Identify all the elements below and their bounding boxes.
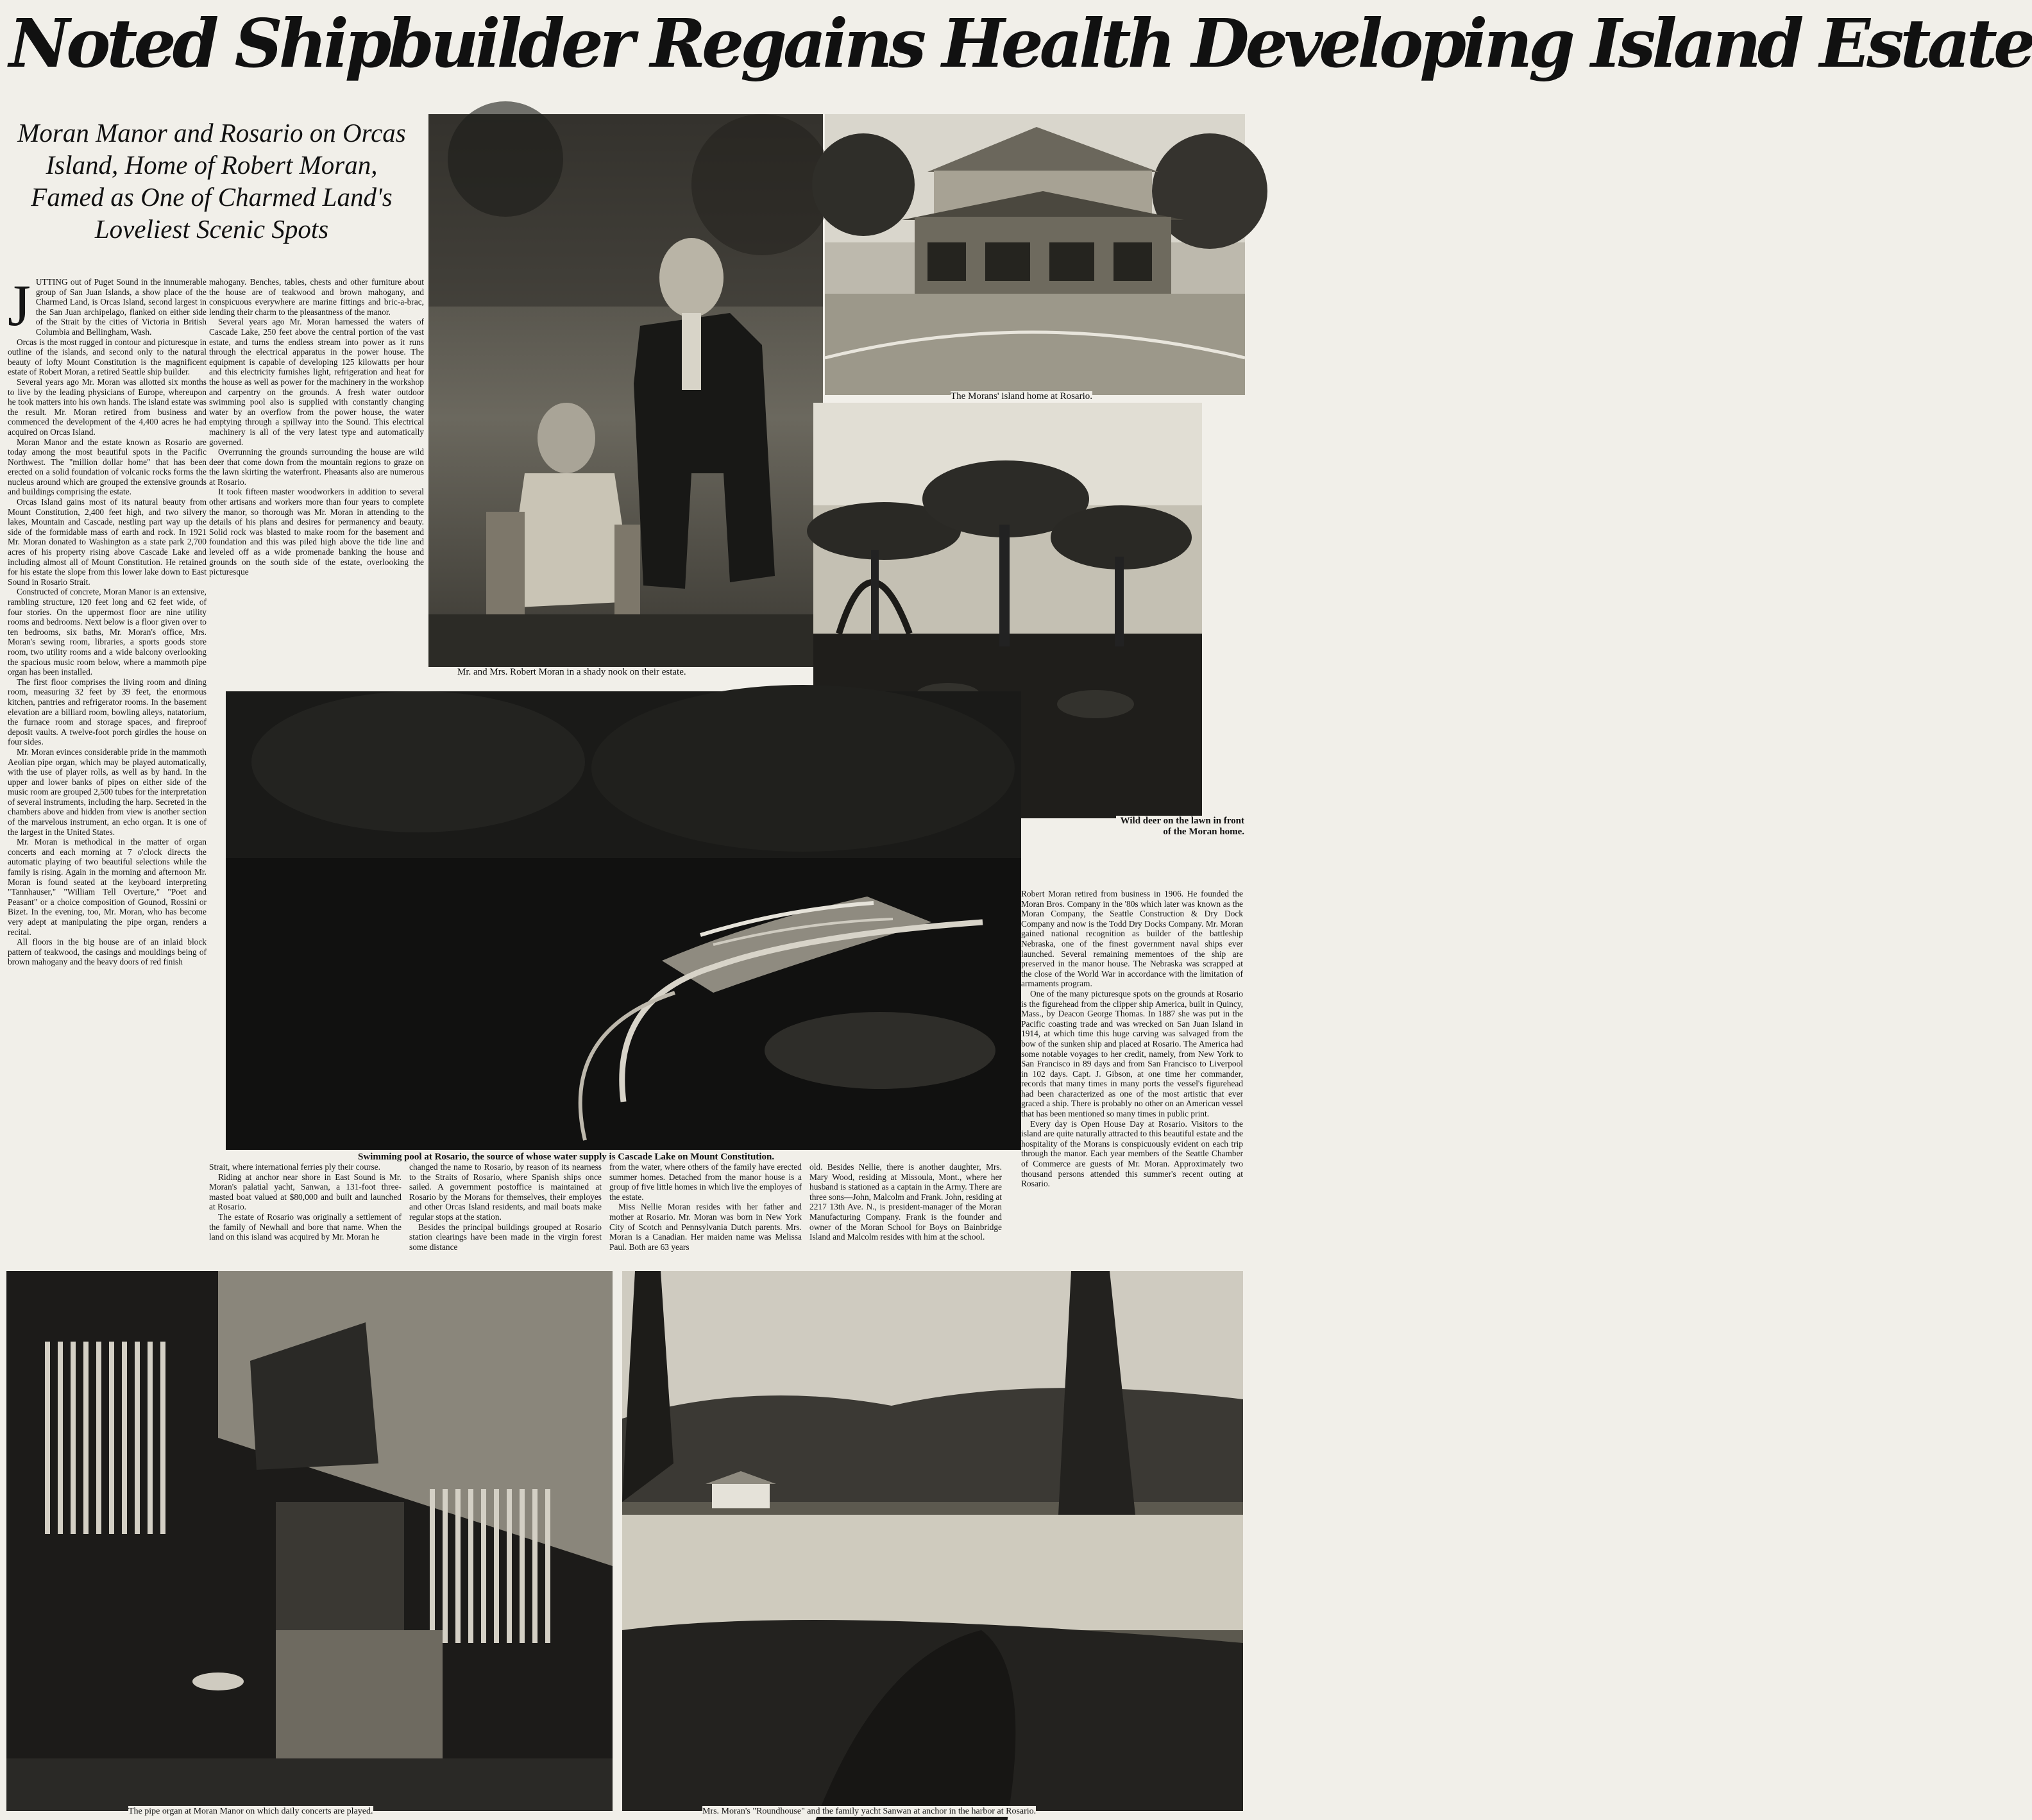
headline: Noted Shipbuilder Regains Health Developing Island Estate <box>9 4 2032 83</box>
subheadline: Moran Manor and Rosario on Orcas Island, Home of Robert Moran, Famed as One of Charmed Land's Loveliest Scenic Spots <box>17 118 406 244</box>
house-caption: The Morans' island home at Rosario. <box>951 391 1092 401</box>
organ-photo <box>6 1271 613 1811</box>
pool-caption: Swimming pool at Rosario, the source of whose water supply is Cascade Lake on Mount Constitution. <box>358 1152 775 1162</box>
portrait-photo <box>428 114 823 667</box>
organ-caption: The pipe organ at Moran Manor on which daily concerts are played. <box>128 1807 373 1816</box>
article-column-7: Robert Moran retired from business in 1906. He founded the Moran Bros. Company in the '80s which later was known as the Moran Company, the Seattle Construction & Dry Dock Company and now is the Todd Dry Docks Company. Mr. Moran gained national recognition as builder of the battleship Nebraska, one of the finest government naval ships ever launched. Several remaining mementoes of the ship are preserved in the manor house. The Nebraska was scrapped at the close of the World War in accordance with the limitation of armaments program. One of the many picturesque spots on the grounds at Rosario is the figurehead from the clipper ship America, built in Quincy, Mass., by Deacon George Thomas. In 1887 she was put in the Pacific coasting trade and was wrecked on San Juan Island in 1914, at which time this huge carving was salvaged from the bow of the sunken ship and placed at Rosario. The America had some notable voyages to her credit, namely, from New York to San Francisco in 89 days and from San Francisco to Liverpool in 102 days. Capt. J. Gibson, at one time her commander, records that many times in many ports the vessel's figurehead had been characterized as one of the most artistic that ever graced a ship. There is probably no other on an American vessel that has been mentioned so many times in public print. Every day is Open House Day at Rosario. Visitors to the island are quite naturally attracted to this beautiful estate and the hospitality of the Morans is conspicuously evident on each trip through the manor. Each year members of the Seattle Chamber of Commerce are guests of Mr. Moran. Approximately two thousand persons attended this summer's recent outing at Rosario. <box>1021 889 1243 1189</box>
portrait-caption: Mr. and Mrs. Robert Moran in a shady nook on their estate. <box>457 667 686 677</box>
deer-caption: Wild deer on the lawn in front of the Moran home. <box>1116 816 1244 838</box>
harbor-caption: Mrs. Moran's "Roundhouse" and the family yacht Sanwan at anchor in the harbor at Rosario. <box>702 1807 1037 1816</box>
article-column-2: mahogany. Benches, tables, chests and other furniture about the house are of teakwood and brown mahogany, and conspicuous everywhere are marine fittings and bric-a-brac, lending their charm to the pleasantness of the manor. Several years ago Mr. Moran harnessed the waters of Cascade Lake, 250 feet above the central portion of the vast estate, and turns the endless stream into power as it runs through the electrical apparatus in the power house. The equipment is capable of developing 125 kilowatts per hour and this electricity furnishes light, refrigeration and heat for the house as well as power for the machinery in the workshop and carpentry on the grounds. A fresh water outdoor swimming pool also is supplied with constantly changing water by an overflow from the power house, the water emptying through a spillway into the Sound. This electrical machinery is all of the very latest type and automatically governed. Overrunning the grounds surrounding the house are wild deer that come down from the mountain regions to graze on the lawn skirting the waterfront. Pheasants also are numerous at Rosario. It took fifteen master woodworkers in addition to several other artisans and workers more than four years to complete the manor, so thorough was Mr. Moran in attending to the details of his plans and desires for permanency and beauty. Solid rock was blasted to make room for the basement and foundation and this was piled high above the tide line and leveled off as a wide promenade banking the house and grounds on the south side of the estate, overlooking the picturesque <box>209 277 424 577</box>
house-photo <box>825 114 1245 395</box>
article-column-3: Strait, where international ferries ply their course. Riding at anchor near shore in East Sound is Mr. Moran's palatial yacht, Sanwan, a 131-foot three-masted boat valued at $80,000 and built and launched at Rosario. The estate of Rosario was originally a settlement of the family of Newhall and bore that name. When the land on this island was acquired by Mr. Moran he <box>209 1162 402 1242</box>
article-column-5: from the water, where others of the family have erected summer homes. Detached from the manor house is a group of five little homes in which live the employes of the estate. Miss Nellie Moran resides with her father and mother at Rosario. Mr. Moran was born in New York City of Scotch and Pennsylvania Dutch parents. Mrs. Moran is a Canadian. Her maiden name was Melissa Paul. Both are 63 years <box>609 1162 802 1252</box>
pool-photo <box>226 691 1021 1150</box>
article-column-4: changed the name to Rosario, by reason of its nearness to the Straits of Rosario, where Spanish ships once sailed. A government postoffice is maintained at Rosario by the Morans for themselves, their employes and other Orcas Island residents, and mail boats make regular stops at the station. Besides the principal buildings grouped at Rosario station clearings have been made in the virgin forest some distance <box>409 1162 602 1252</box>
article-column-6: old. Besides Nellie, there is another daughter, Mrs. Mary Wood, residing at Missoula, Mont., where her husband is stationed as a captain in the Army. There are three sons—John, Malcolm and Frank. John, residing at 2217 13th Ave. N., is president-manager of the Moran Manufacturing Company. Frank is the founder and owner of the Moran School for Boys on Bainbridge Island and Malcolm resides with him at the school. <box>809 1162 1002 1242</box>
article-column-1: JUTTING out of Puget Sound in the innumerable group of San Juan Islands, a show place of the Charmed Land, is Orcas Island, second largest in the San Juan archipelago, flanked on either side of the Strait by the cities of Victoria in British Columbia and Bellingham, Wash. Orcas is the most rugged in contour and picturesque in outline of the islands, and second only to the natural beauty of lofty Mount Constitution is the magnificent estate of Robert Moran, a retired Seattle ship builder. Several years ago Mr. Moran was allotted six months to live by the leading physicians of Europe, whereupon he took matters into his own hands. The island estate was the result. Mr. Moran retired from business and commenced the development of the 4,400 acres he had acquired on Orcas Island. Moran Manor and the estate known as Rosario are today among the most beautiful spots in the Pacific Northwest. The "million dollar home" that has been erected on a solid foundation of volcanic rocks forms the nucleus around which are grouped the extensive grounds and buildings comprising the estate. Orcas Island gains most of its natural beauty from Mount Constitution, 2,400 feet high, and two silvery lakes, Mountain and Cascade, nestling part way up the side of the formidable mass of earth and rock. In 1921 Mr. Moran donated to Washington as a state park 2,700 acres of his property rising above Cascade Lake and including almost all of Mount Constitution. He retained for his estate the slope from this lower lake down to East Sound in Rosario Strait. Constructed of concrete, Moran Manor is an extensive, rambling structure, 120 feet long and 62 feet wide, of four stories. On the uppermost floor are nine utility rooms and bedrooms. Next below is a floor given over to ten bedrooms, six baths, Mr. Moran's office, Mrs. Moran's sewing room, libraries, a sports goods store room, two utility rooms and a wide balcony overlooking the spacious music room below, where a mammoth pipe organ has been installed. The first floor comprises the living room and dining room, measuring 32 feet by 39 feet, the enormous kitchen, pantries and refrigerator rooms. In the basement elevation are a billiard room, bowling alleys, natatorium, the furnace room and storage spaces, and fireproof deposit vaults. A twelve-foot porch girdles the house on four sides. Mr. Moran evinces considerable pride in the mammoth Aeolian pipe organ, which may be played automatically, with the use of player rolls, as well as by hand. In the upper and lower banks of pipes on either side of the music room are grouped 2,500 tubes for the interpretation of several instruments, including the harp. Secreted in the chambers above and hidden from view is another section of the marvelous instrument, an echo organ. It is one of the largest in the United States. Mr. Moran is methodical in the matter of organ concerts and each morning at 7 o'clock directs the automatic playing of two beautiful selections while the family is rising. Again in the morning and afternoon Mr. Moran is found seated at the keyboard interpreting "Tannhauser," "William Tell Overture," "Poet and Peasant" or a choice composition of Gounod, Rossini or Bizet. In the evening, too, Mr. Moran, who has become very adept at manipulating the pipe organ, renders a recital. All floors in the big house are of an inlaid block pattern of teakwood, the casings and mouldings being of brown mahogany and the heavy doors of red finish <box>8 273 207 967</box>
drop-cap: J <box>8 273 31 338</box>
harbor-photo <box>622 1271 1243 1811</box>
